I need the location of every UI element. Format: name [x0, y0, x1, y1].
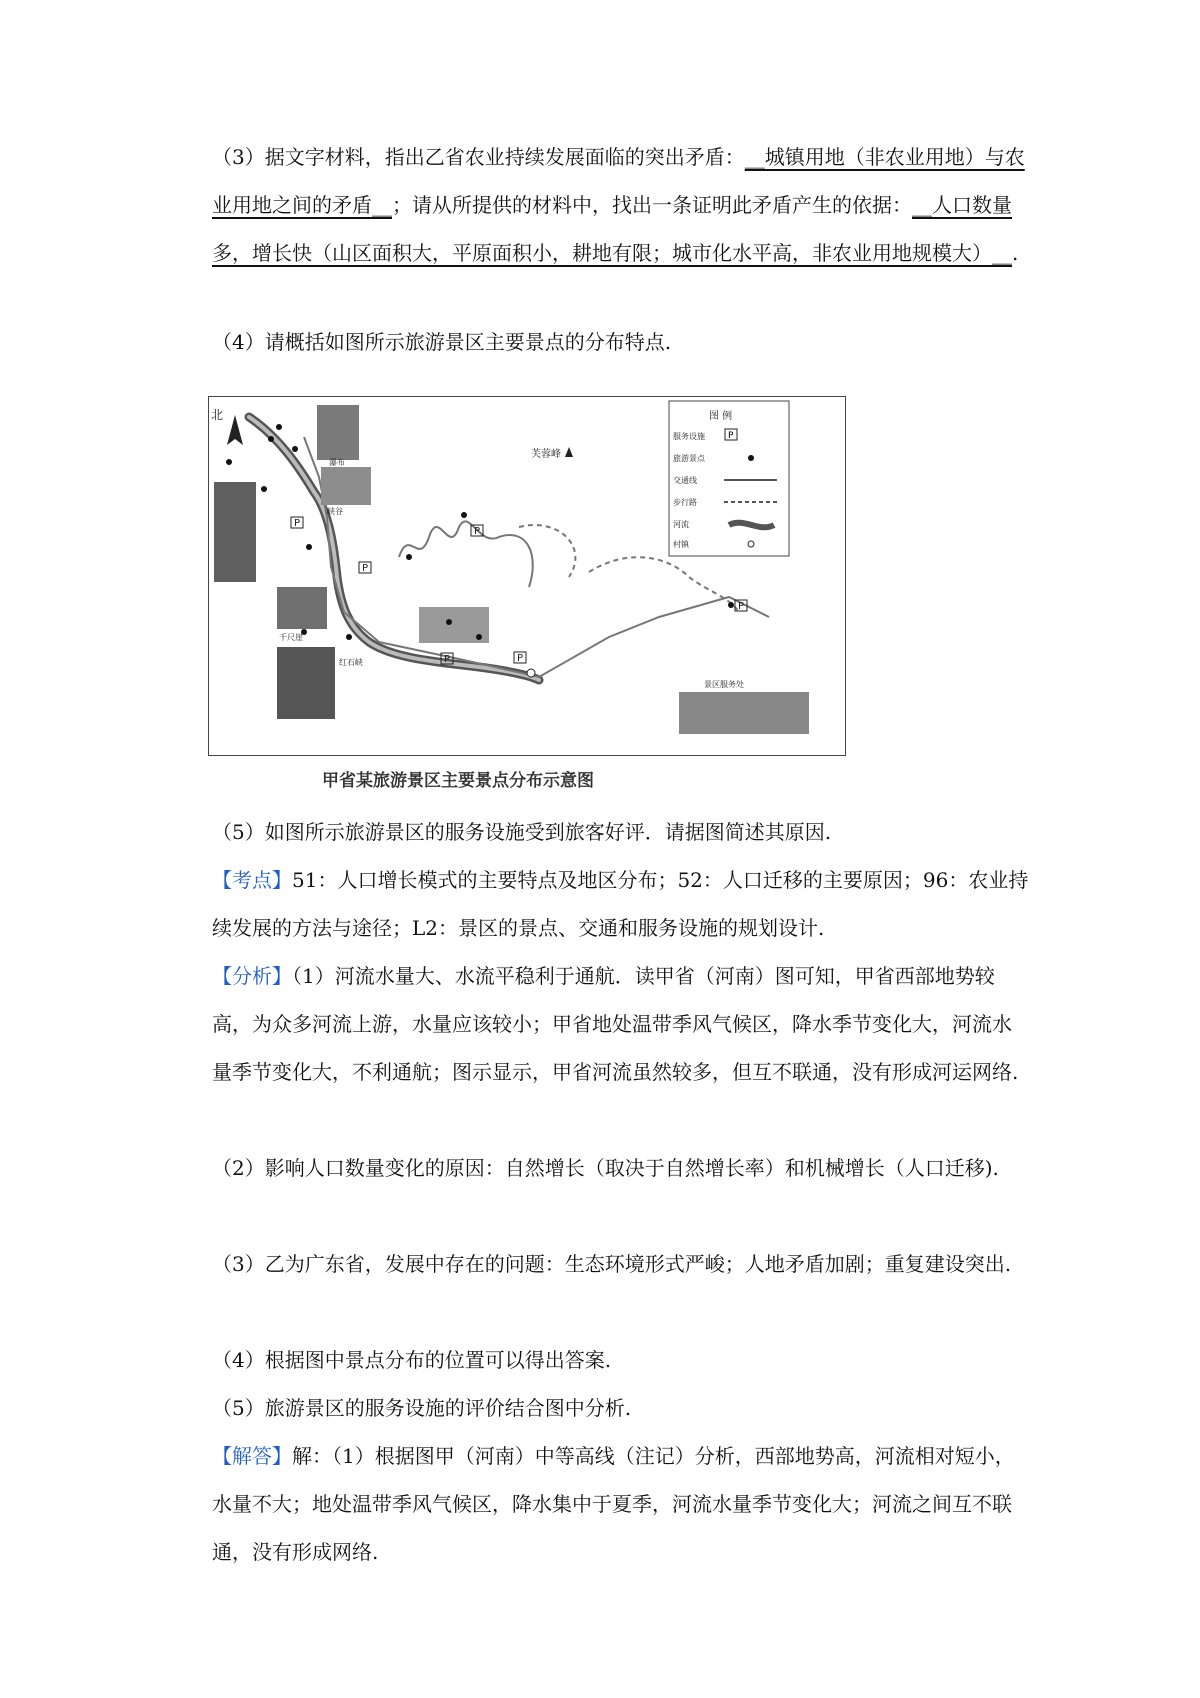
- legend-river: 河流: [673, 520, 689, 529]
- photo-cliff: [277, 587, 327, 629]
- photo-label-redrock: 红石峡: [339, 658, 363, 667]
- village-icon: [527, 669, 535, 677]
- jieda-text: 解：（1）根据图甲（河南）中等高线（注记）分析，西部地势高，河流相对短小，水量不大；地处温带季风气候区，降水集中于夏季，河流水量季节变化大；河流之间互不联通，没有形成网络.: [212, 1444, 1015, 1564]
- fenxi-section: [212, 952, 1030, 1096]
- q3-answer-conflict: __城镇用地（非农业用地）与农业用地之间的矛盾__: [212, 145, 1025, 217]
- legend-service: 服务设施: [673, 432, 705, 441]
- fenxi-p1: （1）河流水量大、水流平稳利于通航．读甲省（河南）图可知，甲省西部地势较高，为众多河流上游，水量应该较小；甲省地处温带季风气候区，降水季节变化大，河流水量季节变化大，不利通航；图示显示，甲省河流虽然较多，但互不联通，没有形成河运网络.: [212, 964, 1019, 1084]
- north-label: 北: [211, 408, 224, 422]
- kaodian-tag: 【考点】: [212, 868, 292, 892]
- svg-text:P: P: [517, 653, 524, 664]
- map-legend: [669, 401, 789, 556]
- photo-waterfall: [317, 405, 359, 460]
- fenxi-p2: （2）影响人口数量变化的原因：自然增长（取决于自然增长率）和机械增长（人口迁移).: [212, 1156, 999, 1180]
- photo-redrock: [277, 647, 335, 719]
- q3-middle: ；请从所提供的材料中，找出一条证明此矛盾产生的依据：: [392, 193, 912, 217]
- photo-label-service: 景区服务处: [704, 680, 744, 689]
- legend-title: 图 例: [709, 411, 733, 422]
- map-caption: 甲省某旅游景区主要景点分布示意图: [322, 771, 594, 791]
- scenic-area-map: [208, 396, 846, 756]
- kaodian-text: 51：人口增长模式的主要特点及地区分布；52：人口迁移的主要原因；96：农业持续发展的方法与途径；L2：景区的景点、交通和服务设施的规划设计.: [212, 868, 1029, 940]
- legend-spot: 旅游景点: [673, 454, 705, 463]
- fenxi-p3: （3）乙为广东省，发展中存在的问题：生态环境形式严峻；人地矛盾加剧；重复建设突出.: [212, 1252, 1012, 1276]
- svg-text:P: P: [294, 518, 301, 529]
- svg-text:P: P: [738, 601, 745, 612]
- q3-end: .: [1012, 241, 1019, 265]
- photo-cliff-left: [214, 482, 256, 582]
- photo-label-gorge: 峡谷: [327, 507, 343, 516]
- q3-prefix: （3）据文字材料，指出乙省农业持续发展面临的突出矛盾：: [212, 145, 745, 169]
- legend-walk: 步行路: [673, 498, 697, 507]
- q3-answer-evidence: __人口数量多，增长快（山区面积大，平原面积小，耕地有限；城市化水平高，非农业用地规模大）__: [212, 193, 1012, 265]
- kaodian-section: [212, 856, 1030, 952]
- fenxi-p5: （5）旅游景区的服务设施的评价结合图中分析.: [212, 1396, 632, 1420]
- question-4: （4）请概括如图所示旅游景区主要景点的分布特点.: [212, 330, 672, 354]
- legend-village: 村镇: [673, 540, 689, 549]
- jieda-tag: 【解答】: [212, 1444, 292, 1468]
- photo-label-waterfall: 瀑布: [329, 458, 345, 467]
- svg-text:P: P: [444, 654, 451, 665]
- photo-service-center: [679, 692, 809, 734]
- question-5: （5）如图所示旅游景区的服务设施受到旅客好评．请据图简述其原因.: [212, 820, 832, 844]
- question-3: [212, 133, 1030, 277]
- svg-text:P: P: [362, 563, 369, 574]
- peak-label: 芙蓉峰: [531, 449, 561, 460]
- photo-gorge: [321, 467, 371, 505]
- fenxi-p4: （4）根据图中景点分布的位置可以得出答案.: [212, 1348, 612, 1372]
- north-arrow-icon: [211, 408, 243, 445]
- photo-label-cliff: 千尺崖: [279, 633, 303, 642]
- svg-text:P: P: [474, 526, 481, 537]
- legend-transport: 交通线: [673, 476, 697, 485]
- fenxi-tag: 【分析】: [212, 964, 292, 988]
- svg-text:P: P: [728, 431, 734, 441]
- jieda-section: [212, 1432, 1030, 1576]
